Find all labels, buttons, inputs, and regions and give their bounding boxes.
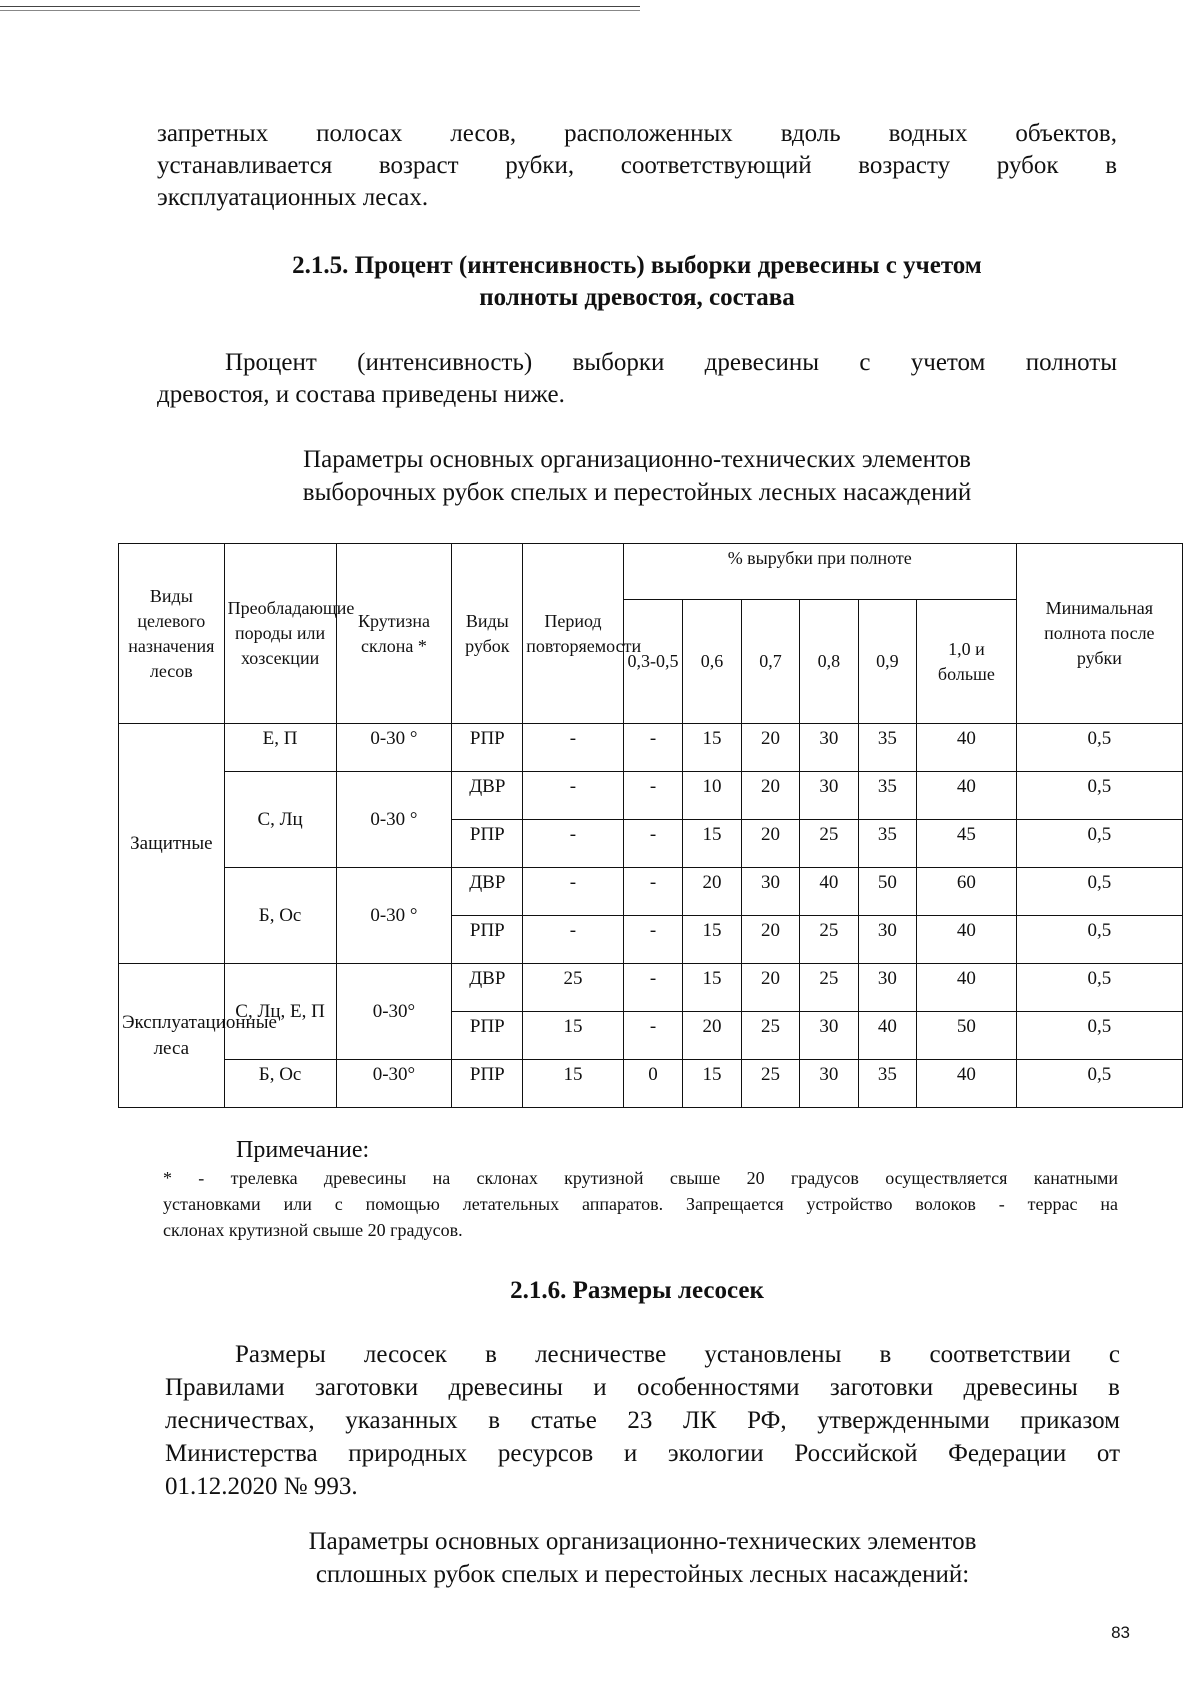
header-min-density: Минимальная полнота после рубки	[1016, 544, 1182, 724]
scan-top-edge-2	[0, 10, 640, 11]
percent-cell: 25	[800, 964, 858, 1012]
percent-cell: 20	[683, 868, 741, 916]
percent-cell: 20	[741, 916, 799, 964]
selective-cutting-table	[118, 543, 1183, 1108]
percent-cell: 25	[741, 1012, 799, 1060]
percent-cell: -	[623, 916, 683, 964]
percent-cell: -	[623, 772, 683, 820]
percent-cell: 35	[858, 772, 916, 820]
percent-cell: 20	[741, 964, 799, 1012]
slope-cell: 0-30 °	[336, 868, 452, 964]
slope-cell: 0-30°	[336, 1060, 452, 1108]
percent-cell: 60	[917, 868, 1017, 916]
intro-line-3: эксплуатационных лесах.	[157, 184, 429, 211]
cut-type-cell: РПР	[452, 1060, 523, 1108]
section-215-paragraph	[157, 347, 1117, 411]
percent-cell: 40	[917, 964, 1017, 1012]
percent-cell: 30	[858, 964, 916, 1012]
section-216-heading	[157, 1275, 1117, 1307]
period-cell: -	[523, 772, 624, 820]
cut-type-cell: ДВР	[452, 964, 523, 1012]
percent-cell: 40	[917, 1060, 1017, 1108]
species-cell: Б, Ос	[224, 1060, 336, 1108]
percent-cell: 50	[917, 1012, 1017, 1060]
percent-cell: 25	[741, 1060, 799, 1108]
percent-cell: 30	[800, 772, 858, 820]
section-216-title: 2.1.6. Размеры лесосек	[510, 1277, 764, 1304]
percent-cell: -	[623, 964, 683, 1012]
table-caption	[157, 443, 1117, 509]
section-216-para-line-1: Размеры лесосек в лесничестве установлены в соответствии с	[235, 1341, 1120, 1368]
slope-cell: 0-30°	[336, 964, 452, 1060]
period-cell: 15	[523, 1012, 624, 1060]
section-215-heading	[157, 250, 1117, 314]
min-density-cell: 0,5	[1016, 916, 1182, 964]
percent-cell: 15	[683, 916, 741, 964]
min-density-cell: 0,5	[1016, 868, 1182, 916]
min-density-cell: 0,5	[1016, 964, 1182, 1012]
cut-type-cell: ДВР	[452, 772, 523, 820]
percent-cell: 30	[800, 724, 858, 772]
percent-cell: 35	[858, 820, 916, 868]
min-density-cell: 0,5	[1016, 1060, 1182, 1108]
period-cell: 15	[523, 1060, 624, 1108]
scan-top-edge	[0, 6, 640, 7]
header-percent-group: % вырубки при полноте	[623, 544, 1016, 600]
header-density-06: 0,6	[683, 600, 741, 724]
period-cell: -	[523, 724, 624, 772]
header-density-10: 1,0 и больше	[917, 600, 1017, 724]
note-line-1: * - трелевка древесины на склонах крутизной свыше 20 градусов осуществляется канатными	[163, 1168, 1118, 1188]
header-density-07: 0,7	[741, 600, 799, 724]
species-cell: Б, Ос	[224, 868, 336, 964]
section-216-para-line-4: Министерства природных ресурсов и экологии Российской Федерации от	[165, 1440, 1120, 1467]
min-density-cell: 0,5	[1016, 724, 1182, 772]
percent-cell: 25	[800, 916, 858, 964]
table-row	[119, 1060, 1183, 1108]
section-216-para-line-3: лесничествах, указанных в статье 23 ЛК РФ, утвержденными приказом	[165, 1407, 1120, 1434]
section-215-title-line-2: полноты древостоя, состава	[479, 284, 795, 311]
percent-cell: 20	[741, 724, 799, 772]
intro-line-1: запретных полосах лесов, расположенных вдоль водных объектов,	[157, 120, 1117, 147]
percent-cell: 40	[917, 916, 1017, 964]
header-period: Период повторяемости	[523, 544, 624, 724]
percent-cell: 20	[683, 1012, 741, 1060]
percent-cell: 25	[800, 820, 858, 868]
table-row	[119, 868, 1183, 916]
species-cell: С, Лц	[224, 772, 336, 868]
cut-type-cell: РПР	[452, 724, 523, 772]
period-cell: -	[523, 916, 624, 964]
percent-cell: 30	[800, 1012, 858, 1060]
slope-cell: 0-30 °	[336, 772, 452, 868]
section-216-caption-line-1: Параметры основных организационно-технических элементов	[308, 1528, 977, 1555]
percent-cell: 20	[741, 772, 799, 820]
intro-line-2: устанавливается возраст рубки, соответствующий возрасту рубок в	[157, 152, 1117, 179]
header-slope: Крутизна склона *	[336, 544, 452, 724]
header-density-03-05: 0,3-0,5	[623, 600, 683, 724]
group-exploitation: Эксплуатационные леса	[119, 964, 225, 1108]
percent-cell: 10	[683, 772, 741, 820]
section-215-para-line-1: Процент (интенсивность) выборки древесины с учетом полноты	[225, 349, 1117, 376]
slope-cell: 0-30 °	[336, 724, 452, 772]
percent-cell: 30	[858, 916, 916, 964]
section-215-para-line-2: древостоя, и состава приведены ниже.	[157, 381, 565, 408]
group-protective: Защитные	[119, 724, 225, 964]
period-cell: -	[523, 820, 624, 868]
intro-paragraph	[157, 118, 1117, 214]
percent-cell: 40	[858, 1012, 916, 1060]
header-cut-type: Виды рубок	[452, 544, 523, 724]
section-216-caption-line-2: сплошных рубок спелых и перестойных лесных насаждений:	[315, 1561, 970, 1588]
min-density-cell: 0,5	[1016, 820, 1182, 868]
note-title: Примечание:	[236, 1137, 370, 1163]
section-216-caption	[165, 1525, 1120, 1591]
cut-type-cell: РПР	[452, 1012, 523, 1060]
header-density-09: 0,9	[858, 600, 916, 724]
percent-cell: 40	[917, 724, 1017, 772]
period-cell: 25	[523, 964, 624, 1012]
min-density-cell: 0,5	[1016, 1012, 1182, 1060]
section-216-para-line-2: Правилами заготовки древесины и особенностями заготовки древесины в	[165, 1374, 1120, 1401]
header-density-08: 0,8	[800, 600, 858, 724]
percent-cell: -	[623, 724, 683, 772]
percent-cell: 40	[917, 772, 1017, 820]
species-cell: Е, П	[224, 724, 336, 772]
note-line-3: склонах крутизной свыше 20 градусов.	[163, 1220, 463, 1240]
section-216-paragraph	[165, 1338, 1120, 1503]
species-cell: С, Лц, Е, П	[224, 964, 336, 1060]
table-caption-line-1: Параметры основных организационно-технических элементов	[303, 446, 971, 473]
cut-type-cell: ДВР	[452, 868, 523, 916]
section-216-para-line-5: 01.12.2020 № 993.	[165, 1473, 358, 1500]
percent-cell: 50	[858, 868, 916, 916]
period-cell: -	[523, 868, 624, 916]
percent-cell: 40	[800, 868, 858, 916]
note-line-2: установками или с помощью летательных аппаратов. Запрещается устройство волоков - террас на	[163, 1194, 1118, 1214]
note-text	[163, 1165, 1118, 1243]
percent-cell: 20	[741, 820, 799, 868]
percent-cell: 35	[858, 724, 916, 772]
table-row	[119, 964, 1183, 1012]
page-number: 83	[1111, 1623, 1130, 1642]
percent-cell: 45	[917, 820, 1017, 868]
percent-cell: 15	[683, 1060, 741, 1108]
cut-type-cell: РПР	[452, 916, 523, 964]
percent-cell: 30	[741, 868, 799, 916]
header-row-1	[119, 544, 1183, 600]
percent-cell: -	[623, 1012, 683, 1060]
cut-type-cell: РПР	[452, 820, 523, 868]
percent-cell: -	[623, 868, 683, 916]
table-caption-line-2: выборочных рубок спелых и перестойных лесных насаждений	[302, 479, 972, 506]
percent-cell: 30	[800, 1060, 858, 1108]
percent-cell: -	[623, 820, 683, 868]
header-species: Преобладающие породы или хозсекции	[224, 544, 336, 724]
header-purpose: Виды целевого назначения лесов	[119, 544, 225, 724]
min-density-cell: 0,5	[1016, 772, 1182, 820]
percent-cell: 15	[683, 820, 741, 868]
section-215-title-line-1: 2.1.5. Процент (интенсивность) выборки древесины с учетом	[292, 252, 982, 279]
percent-cell: 0	[623, 1060, 683, 1108]
percent-cell: 15	[683, 964, 741, 1012]
percent-cell: 35	[858, 1060, 916, 1108]
table-row	[119, 724, 1183, 772]
percent-cell: 15	[683, 724, 741, 772]
table-row	[119, 772, 1183, 820]
